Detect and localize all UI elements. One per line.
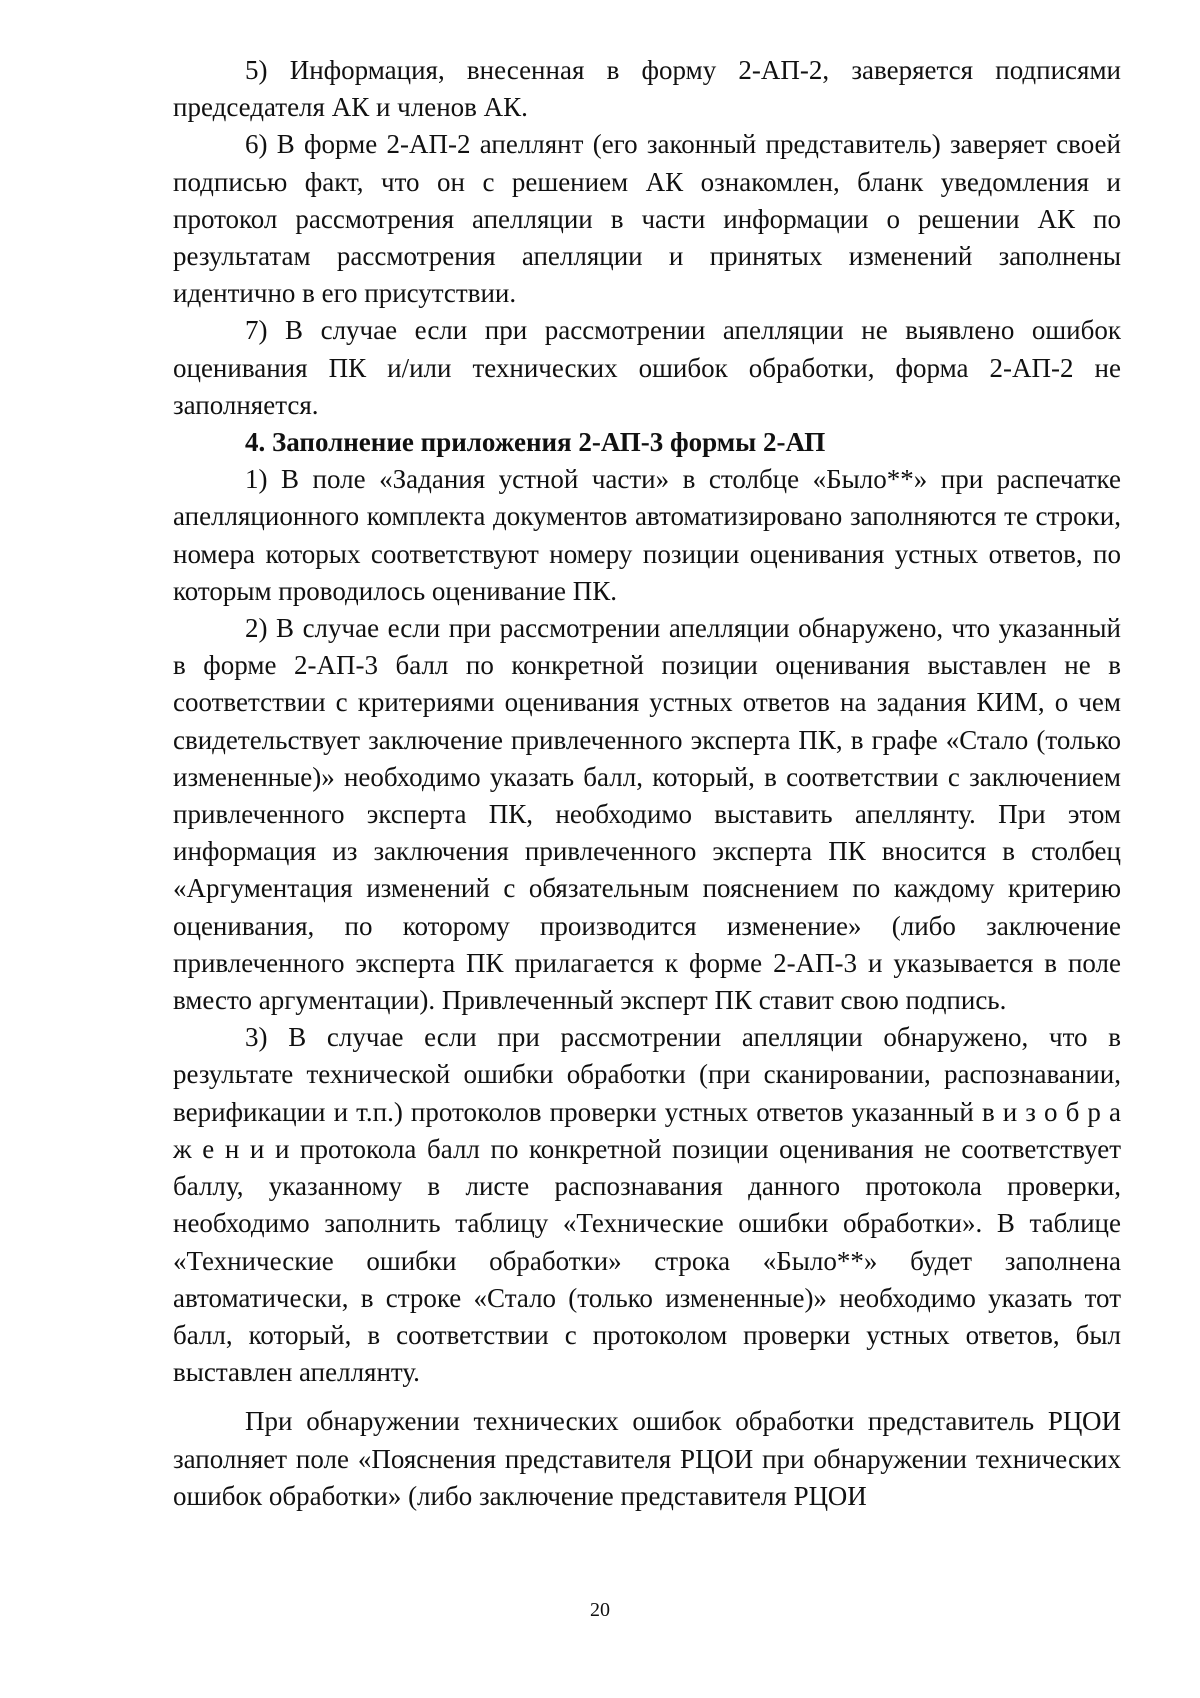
section-paragraph-3: 3) В случае если при рассмотрении апелляции обнаружено, что в результате технической ошибки обработки (при сканировании, распознавании, верификации и т.п.) протоколов проверки устных ответов указанный в и з о б р а ж е н и и протокола балл по конкретной позиции оценивания не соответствует баллу, указанному в листе распознавания данного протокола проверки, необходимо заполнить таблицу «Технические ошибки обработки». В таблице «Технические ошибки обработки» строка «Было**» будет заполнена автоматически, в строке «Стало (только измененные)» необходимо указать тот балл, который, в соответствии с протоколом проверки устных ответов, был выставлен апеллянту. [173,1022,1121,1388]
paragraph-item-5: 5) Информация, внесенная в форму 2-АП-2, заверяется подписями председателя АК и членов АК. [173,55,1121,123]
section-paragraph-rcoi: При обнаружении технических ошибок обработки представитель РЦОИ заполняет поле «Пояснения представителя РЦОИ при обнаружении технических ошибок обработки» (либо заключение представителя РЦОИ [173,1406,1121,1511]
document-page-body [173,52,1121,1515]
page-number: 20 [590,1599,610,1621]
paragraph-item-6: 6) В форме 2-АП-2 апеллянт (его законный представитель) заверяет своей подписью факт, что он с решением АК ознакомлен, бланк уведомления и протокол рассмотрения апелляции в части информации о решении АК по результатам рассмотрения апелляции и принятых изменений заполнены идентично в его присутствии. [173,129,1121,309]
section-heading: 4. Заполнение приложения 2-АП-3 формы 2-АП [245,427,826,458]
paragraph-item-7: 7) В случае если при рассмотрении апелляции не выявлено ошибок оценивания ПК и/или технических ошибок обработки, форма 2-АП-2 не заполняется. [173,315,1121,420]
section-paragraph-1: 1) В поле «Задания устной части» в столбце «Было**» при распечатке апелляционного комплекта документов автоматизировано заполняются те строки, номера которых соответствуют номеру позиции оценивания устных ответов, по которым проводилось оценивание ПК. [173,464,1121,606]
section-paragraph-2: 2) В случае если при рассмотрении апелляции обнаружено, что указанный в форме 2-АП-3 балл по конкретной позиции оценивания выставлен не в соответствии с критериями оценивания устных ответов на задания КИМ, о чем свидетельствует заключение привлеченного эксперта ПК, в графе «Стало (только измененные)» необходимо указать балл, который, в соответствии с заключением привлеченного эксперта ПК, необходимо выставить апеллянту. При этом информация из заключения привлеченного эксперта ПК вносится в столбец «Аргументация изменений с обязательным пояснением по каждому критерию оценивания, по которому производится изменение» (либо заключение привлеченного эксперта ПК прилагается к форме 2-АП-3 и указывается в поле вместо аргументации). Привлеченный эксперт ПК ставит свою подпись. [173,613,1121,1016]
